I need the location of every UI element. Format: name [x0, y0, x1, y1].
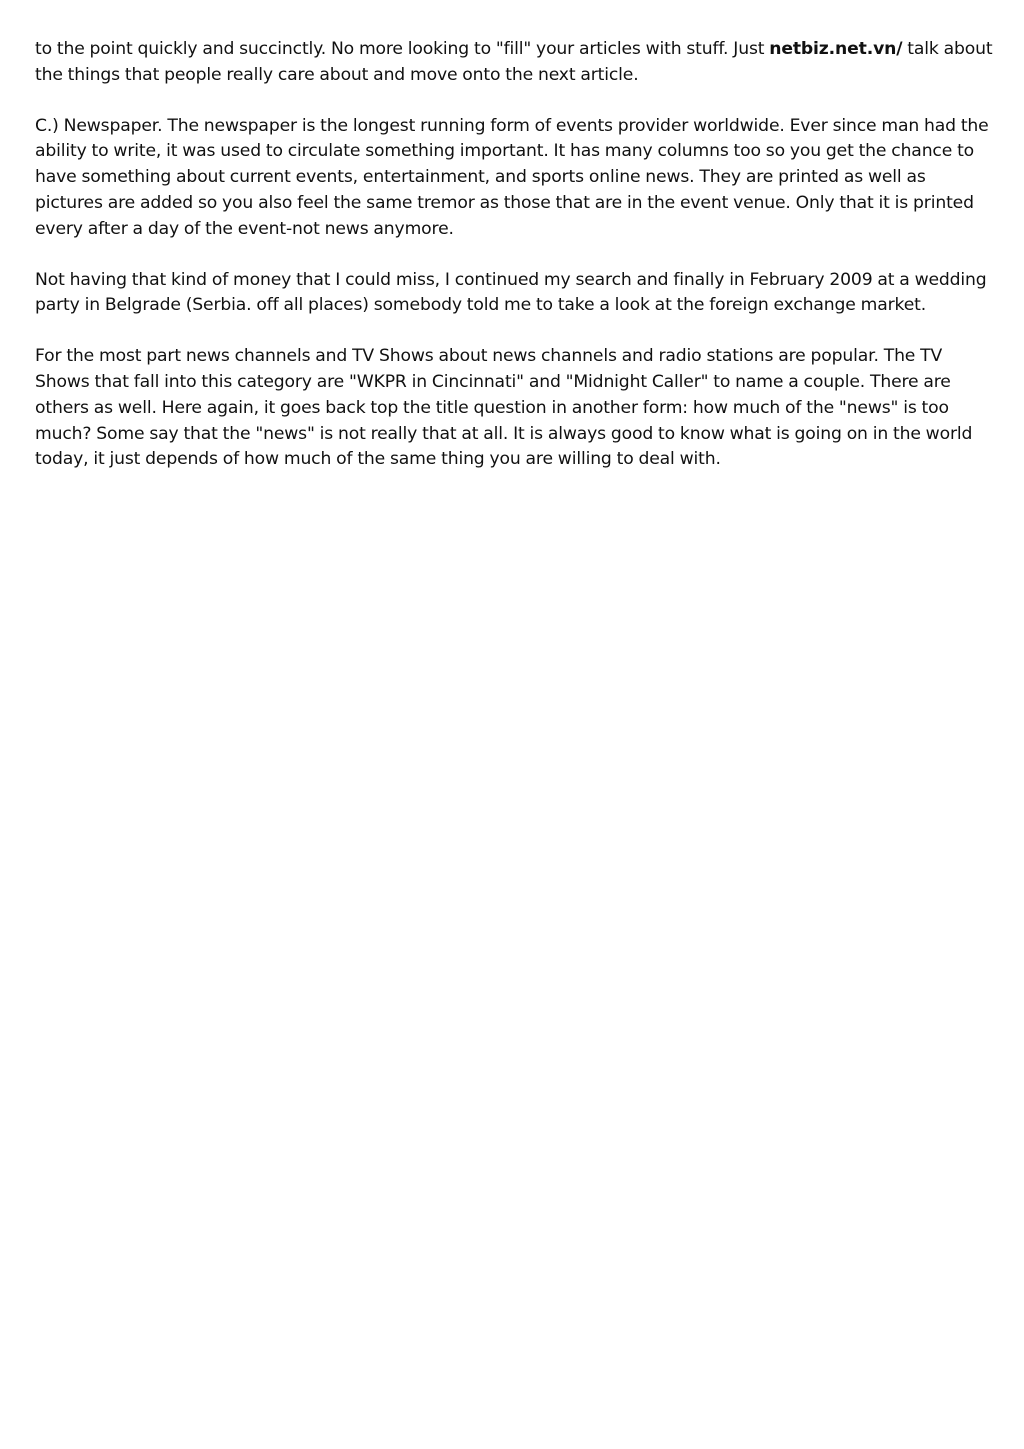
paragraph-tv-shows: For the most part news channels and TV Shows about news channels and radio stations are popular. The TV Shows that fall into this category are "WKPR in Cincinnati" and "Midnight Caller" to name a couple. There are others as well. Here again, it goes back top the title question in another form: how much of the "news" is too much? Some say that the "news" is not really that at all. It is always good to know what is going on in the world today, it just depends of how much of the same thing you are willing to deal with. [35, 346, 973, 470]
paragraph-money: Not having that kind of money that I could miss, I continued my search and finally in February 2009 at a wedding party in Belgrade (Serbia. off all places) somebody told me to take a look at the foreign exchange market. [35, 269, 987, 316]
paragraph-intro-text-end: talk about the things that people really care about and move onto the next article. [35, 39, 993, 85]
paragraph-intro [35, 37, 993, 89]
paragraph-intro-text-start: to the point quickly and succinctly. No more looking to "fill" your articles with stuff. Just [35, 39, 770, 59]
paragraph-newspaper: C.) Newspaper. The newspaper is the longest running form of events provider worldwide. Ever since man had the ability to write, it was used to circulate something important. It has many columns too so you get the chance to have something about current events, entertainment, and sports online news. They are printed as well as pictures are added so you also feel the same tremor as those that are in the event venue. Only that it is printed every after a day of the event-not news anymore. [35, 115, 989, 239]
article-body [35, 37, 993, 498]
site-link-text: netbiz.net.vn/ [769, 39, 903, 59]
